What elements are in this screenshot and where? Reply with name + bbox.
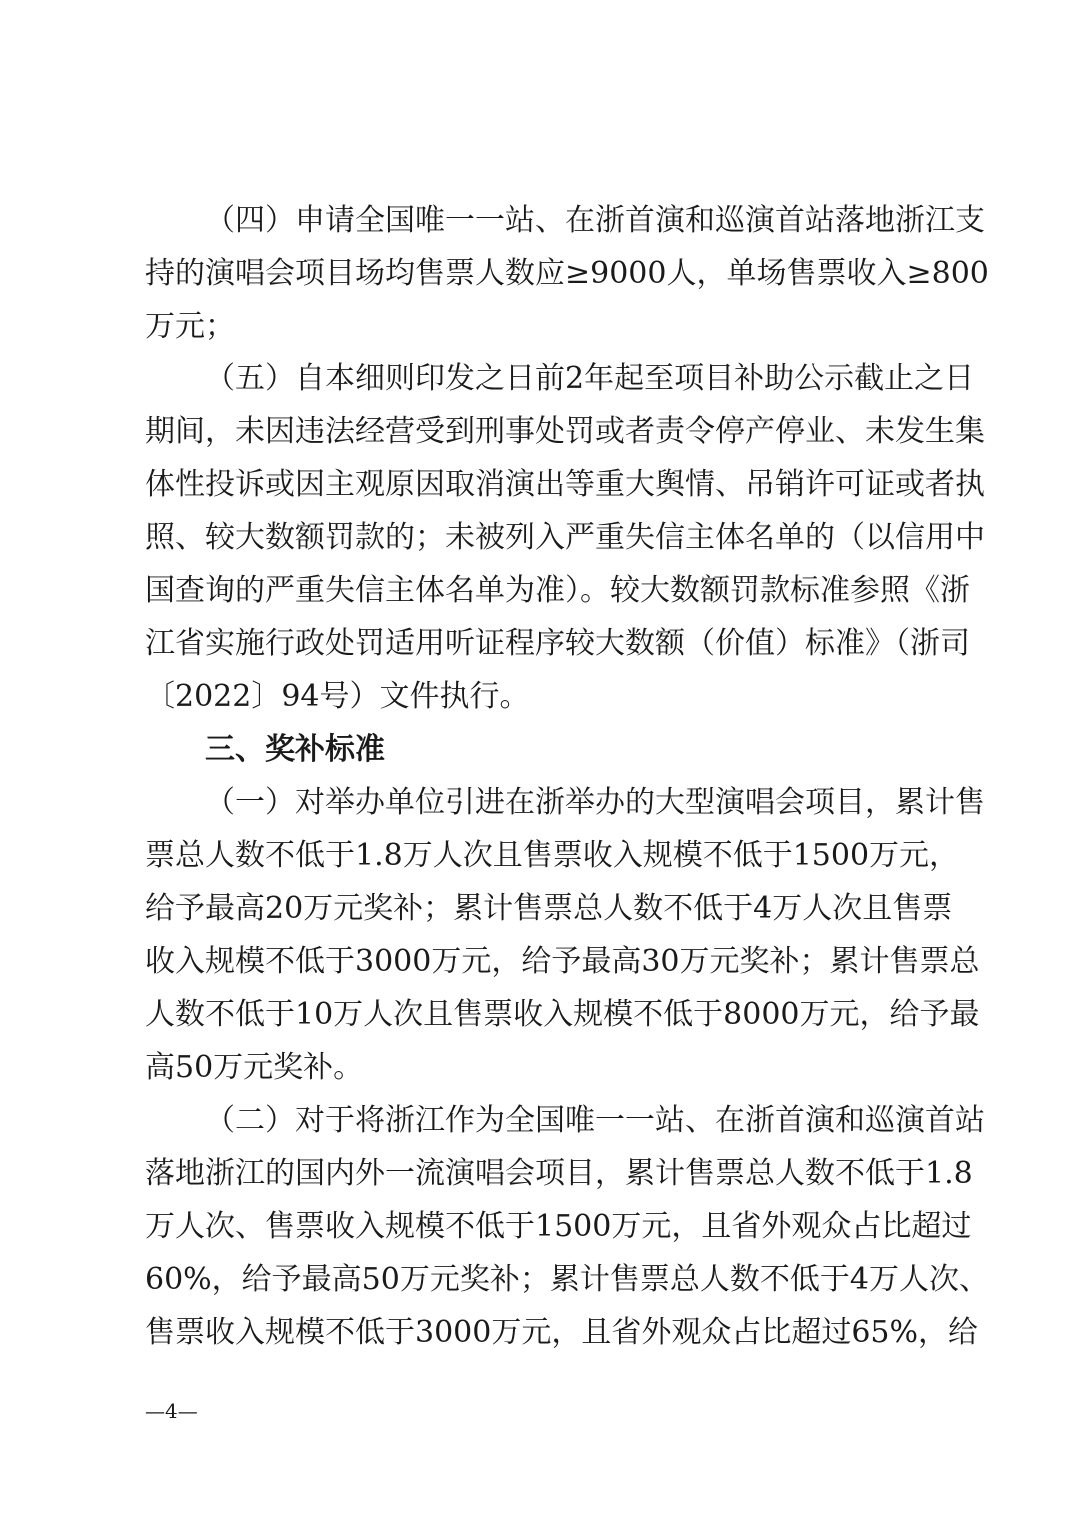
award-2-line-2: 落地浙江的国内外一流演唱会项目，累计售票总人数不低于1.8: [145, 1156, 973, 1191]
award-1-line-1: （一）对举办单位引进在浙举办的大型演唱会项目，累计售: [205, 785, 985, 820]
award-1-line-5: 人数不低于10万人次且售票收入规模不低于8000万元，给予最: [145, 997, 980, 1032]
award-1-line-6: 高50万元奖补。: [145, 1050, 364, 1085]
paragraph-5-line-5: 国查询的严重失信主体名单为准）。较大数额罚款标准参照《浙: [145, 573, 970, 608]
paragraph-4-line-1: （四）申请全国唯一一站、在浙首演和巡演首站落地浙江支: [205, 203, 985, 238]
award-2-line-1: （二）对于将浙江作为全国唯一一站、在浙首演和巡演首站: [205, 1103, 985, 1138]
page-number: —4—: [145, 1399, 198, 1423]
award-1-line-3: 给予最高20万元奖补；累计售票总人数不低于4万人次且售票: [145, 891, 953, 926]
paragraph-5-line-1: （五）自本细则印发之日前2年起至项目补助公示截止之日: [205, 361, 975, 396]
award-2-line-5: 售票收入规模不低于3000万元，且省外观众占比超过65%，给: [145, 1315, 979, 1350]
paragraph-4-line-3: 万元；: [145, 309, 235, 344]
award-1-line-4: 收入规模不低于3000万元，给予最高30万元奖补；累计售票总: [145, 944, 980, 979]
paragraph-5-line-2: 期间，未因违法经营受到刑事处罚或者责令停产停业、未发生集: [145, 414, 985, 449]
award-2-line-4: 60%，给予最高50万元奖补；累计售票总人数不低于4万人次、: [145, 1262, 989, 1297]
paragraph-5-line-3: 体性投诉或因主观原因取消演出等重大舆情、吊销许可证或者执: [145, 467, 985, 502]
section-heading: 三、奖补标准: [205, 732, 385, 767]
award-1-line-2: 票总人数不低于1.8万人次且售票收入规模不低于1500万元，: [145, 838, 960, 873]
paragraph-5-line-7: 〔2022〕94号）文件执行。: [145, 679, 530, 714]
paragraph-5-line-6: 江省实施行政处罚适用听证程序较大数额（价值）标准》（浙司: [145, 626, 970, 661]
paragraph-5-line-4: 照、较大数额罚款的；未被列入严重失信主体名单的（以信用中: [145, 520, 985, 555]
award-2-line-3: 万人次、售票收入规模不低于1500万元，且省外观众占比超过: [145, 1209, 972, 1244]
paragraph-4-line-2: 持的演唱会项目场均售票人数应≥9000人，单场售票收入≥800: [145, 256, 989, 291]
